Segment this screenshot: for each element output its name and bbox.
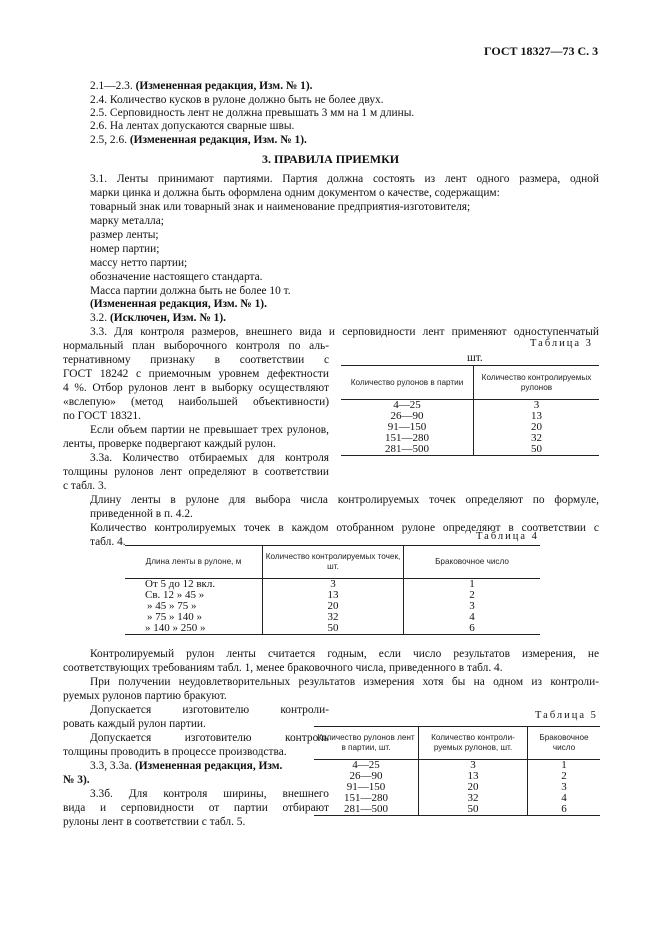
table-row: Св. 12 » 45 » 13 2 xyxy=(125,590,540,601)
table-5 xyxy=(314,726,600,816)
para-3-3-line: ГОСТ 18242 с приемочным уровнем дефектности xyxy=(63,368,329,380)
amendment-note: № 3). xyxy=(63,774,90,786)
para-3-3a: 3.3а. Количество отбираемых для контроля xyxy=(90,452,329,464)
table-row: 4—25 3 1 xyxy=(314,760,600,772)
para-num: 3.2. xyxy=(90,312,108,324)
para-3-3-line: по ГОСТ 18321. xyxy=(63,410,142,422)
table-header: Браковочное число xyxy=(404,546,541,579)
length-note-2: приведенной в п. 4.2. xyxy=(90,508,193,520)
table-header: Количество контроли-руемых рулонов, шт. xyxy=(419,727,528,760)
table-header: Количество контролируемых рулонов xyxy=(474,366,600,400)
para-3-3b: 3.3б. Для контроля ширины, внешнего xyxy=(90,788,329,800)
good-roll-note-2: соответствующих требованиям табл. 1, менее браковочного числа, приведенного в табл. 4. xyxy=(63,662,503,674)
good-roll-note: Контролируемый рулон ленты считается годным, если число результатов измерения, не xyxy=(90,648,599,660)
para-3-3a: толщины рулонов лент определяют в соответствии xyxy=(63,466,329,478)
para-3-3-line: 4 %. Отбор рулонов лент в выборку осуществляют xyxy=(63,382,329,394)
table-row: 91—150 20 xyxy=(341,422,599,433)
length-note: Длину ленты в рулоне для выбора числа контролируемых точек определяют по формуле, xyxy=(90,494,599,506)
table-3-caption: Таблица 3 xyxy=(530,338,593,349)
table-5-caption: Таблица 5 xyxy=(535,710,598,721)
table-header: Длина ленты в рулоне, м xyxy=(125,546,263,579)
para-3-2 xyxy=(90,312,226,325)
para-3-3-line1: 3.3. Для контроля размеров, внешнего вида и серповидности лент применяют одноступенчатый xyxy=(90,326,599,338)
excluded-note: (Исключен, Изм. № 1). xyxy=(109,312,226,324)
para-3-3-extra: ленты, проверке подвергают каждый рулон. xyxy=(63,438,276,450)
table-header: Браковочное число xyxy=(528,727,601,760)
reject-note-2: руемых рулонов партию бракуют. xyxy=(63,690,227,702)
table-header: Количество рулонов в партии xyxy=(341,366,474,400)
table-row: 281—500 50 xyxy=(341,444,599,456)
table-row: 26—90 13 xyxy=(341,411,599,422)
table-row: 26—90 13 2 xyxy=(314,771,600,782)
para-2-6: 2.6. На лентах допускаются сварные швы. xyxy=(90,120,295,132)
amendment-note: (Измененная редакция, Изм. № 1). xyxy=(129,134,307,146)
table-3-unit: шт. xyxy=(467,352,483,364)
para-3-3-line: «вслепую» (метод наибольшей объективности) xyxy=(63,396,329,408)
section-heading: 3. ПРАВИЛА ПРИЕМКИ xyxy=(262,152,400,166)
table-row: » 75 » 140 » 32 4 xyxy=(125,612,540,623)
table-row: 151—280 32 4 xyxy=(314,793,600,804)
list-item: товарный знак или товарный знак и наименование предприятия-изготовителя; xyxy=(90,201,471,213)
para-num: 2.1—2.3. xyxy=(90,80,133,92)
amendment-note: (Измененная редакция, Изм. xyxy=(134,760,283,772)
table-row: От 5 до 12 вкл. 3 1 xyxy=(125,579,540,591)
page-header: ГОСТ 18327—73 С. 3 xyxy=(484,44,599,58)
reject-note: При получении неудовлетворительных результатов измерения хотя бы на одном из контроли- xyxy=(90,676,599,688)
table-row: 91—150 20 3 xyxy=(314,782,600,793)
table-row: 151—280 32 xyxy=(341,433,599,444)
list-item: номер партии; xyxy=(90,243,160,255)
para-2-1 xyxy=(90,80,313,93)
para-num: 2.5, 2.6. xyxy=(90,134,128,146)
para-num: 3.3, 3.3а. xyxy=(90,760,133,772)
allow-note: Допускается изготовителю контроли- xyxy=(90,704,329,716)
allow-note-2: Допускается изготовителю контроль xyxy=(90,732,329,744)
amendment-note: (Измененная редакция, Изм. № 1). xyxy=(135,80,313,92)
table-header: Количество контролируемых точек, шт. xyxy=(263,546,404,579)
para-3-1-line1: 3.1. Ленты принимают партиями. Партия должна состоять из лент одного размера, одной xyxy=(90,173,599,185)
mass-limit: Масса партии должна быть не более 10 т. xyxy=(90,285,291,297)
table-row: 281—500 50 6 xyxy=(314,804,600,816)
allow-note-2: толщины проводить в процессе производства. xyxy=(63,746,287,758)
para-3-3a: с табл. 3. xyxy=(63,480,107,492)
allow-note: ровать каждый рулон партии. xyxy=(63,718,206,730)
list-item: марку металла; xyxy=(90,215,164,227)
para-2-5-2-6 xyxy=(90,134,307,147)
table-4-caption: Таблица 4 xyxy=(476,531,539,542)
table-header: Количество рулонов лент в партии, шт. xyxy=(314,727,419,760)
table-3 xyxy=(341,365,599,456)
table-row: » 140 » 250 » 50 6 xyxy=(125,623,540,635)
para-3-3-line: нормальный план выборочного контроля по аль- xyxy=(63,340,329,352)
list-item: обозначение настоящего стандарта. xyxy=(90,271,263,283)
para-3-3b: рулоны лент в соответствии с табл. 5. xyxy=(63,816,246,828)
table-row: 4—25 3 xyxy=(341,400,599,412)
list-item: массу нетто партии; xyxy=(90,257,188,269)
points-note: Количество контролируемых точек в каждом отобранном рулоне определяют в соответствии с xyxy=(90,522,599,534)
points-note-2: табл. 4. xyxy=(90,536,126,548)
para-2-5: 2.5. Серповидность лент не должна превышать 3 мм на 1 м длины. xyxy=(90,107,415,119)
para-3-3-line: тернативному признаку в соответствии с xyxy=(63,354,329,366)
amendment-note: (Измененная редакция, Изм. № 1). xyxy=(90,298,267,310)
table-4 xyxy=(125,545,540,635)
para-3-3b: вида и серповидности от партии отбирают xyxy=(63,802,329,814)
table-row: » 45 » 75 » 20 3 xyxy=(125,601,540,612)
list-item: размер ленты; xyxy=(90,229,159,241)
para-2-4: 2.4. Количество кусков в рулоне должно быть не более двух. xyxy=(90,94,384,106)
para-3-1-line2: марки цинка и должна быть оформлена одним документом о качестве, содержащим: xyxy=(90,187,500,199)
para-3-3-extra: Если объем партии не превышает трех рулонов, xyxy=(90,424,329,436)
amendment-3-3 xyxy=(90,760,282,773)
